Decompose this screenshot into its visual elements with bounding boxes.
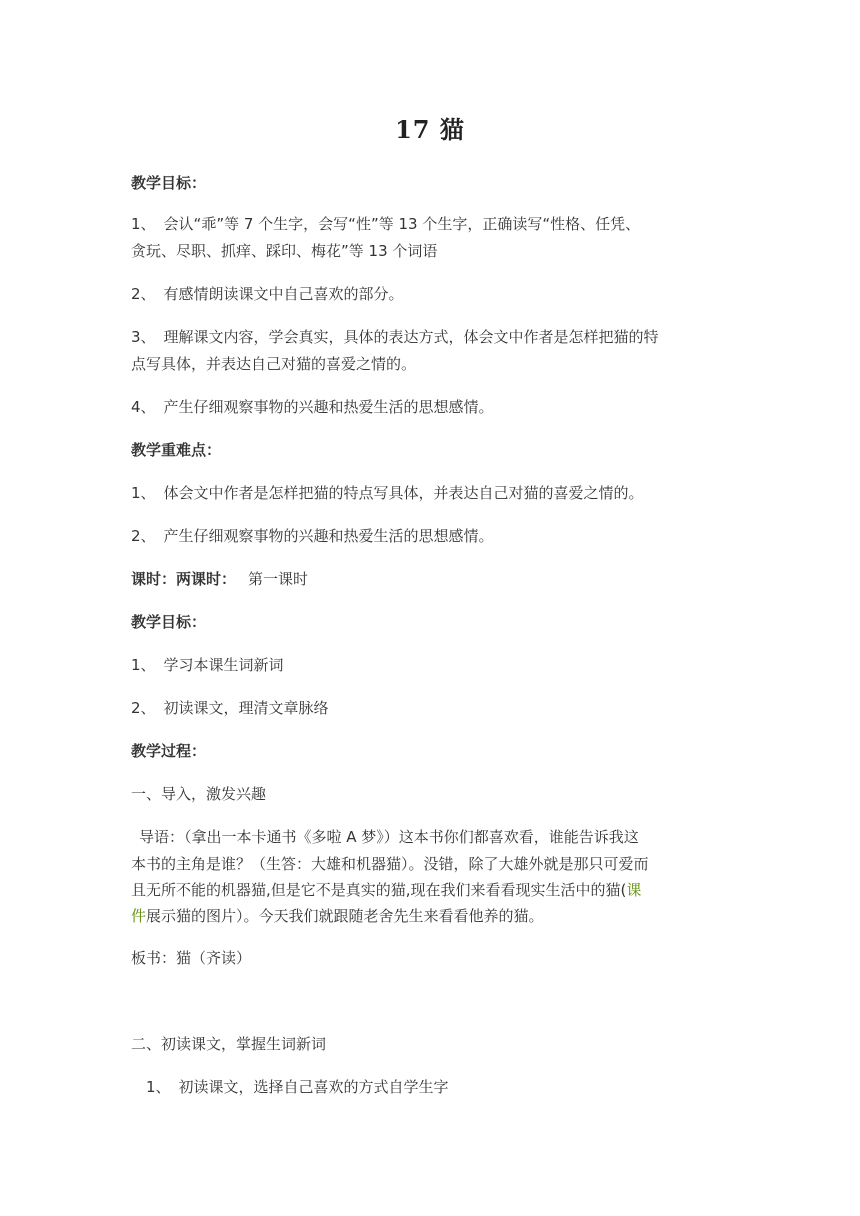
- lesson-first: 第一课时: [248, 570, 309, 588]
- goal2-text: 初读课文，理清文章脉络: [163, 699, 329, 717]
- key-point-number: 2、: [131, 527, 156, 545]
- key-points-heading: 教学重难点：: [131, 441, 222, 459]
- lesson-line: [131, 566, 731, 592]
- intro-line-3-text: 且无所不能的机器猫,但是它不是真实的猫,现在我们来看看现实生活中的猫(: [131, 881, 627, 899]
- step1-heading: 一、导入，激发兴趣: [131, 785, 267, 803]
- lesson-heading: 课时：两课时：: [131, 570, 237, 588]
- courseware-link-cont[interactable]: 件: [131, 907, 147, 925]
- key-point-text: 体会文中作者是怎样把猫的特点写具体，并表达自己对猫的喜爱之情的。: [163, 484, 644, 502]
- goal-number: 2、: [131, 285, 156, 303]
- goal-number: 4、: [131, 398, 156, 416]
- step2-number: 1、: [146, 1078, 171, 1096]
- key-point-number: 1、: [131, 484, 156, 502]
- goal-item-3: [131, 324, 731, 350]
- goal-item-2: [131, 281, 731, 307]
- goal-number: 1、: [131, 215, 156, 233]
- goal2-item-2: [131, 695, 731, 721]
- intro-line-1: 导语：（拿出一本卡通书《多啦 A 梦》）这本书你们都喜欢看，谁能告诉我这: [139, 828, 639, 846]
- goal2-number: 1、: [131, 656, 156, 674]
- key-point-2: [131, 523, 731, 549]
- goal-item-4: [131, 394, 731, 420]
- intro-line-3: [131, 877, 731, 903]
- courseware-link[interactable]: 课: [626, 881, 642, 899]
- goal2-number: 2、: [131, 699, 156, 717]
- goals-heading: 教学目标：: [131, 174, 207, 192]
- goal2-item-1: [131, 652, 731, 678]
- goal-item-3-cont: 点写具体，并表达自己对猫的喜爱之情的。: [131, 355, 417, 373]
- goal-item-1-cont: 贪玩、尽职、抓痒、踩印、梅花”等 13 个词语: [131, 242, 438, 260]
- goal-number: 3、: [131, 328, 156, 346]
- intro-line-2: 本书的主角是谁？（生答：大雄和机器猫）。没错，除了大雄外就是那只可爱而: [131, 855, 649, 873]
- goal-text: 会认“乖”等 7 个生字，会写“性”等 13 个生字，正确读写“性格、任凭、: [163, 215, 641, 233]
- key-point-1: [131, 480, 731, 506]
- goal2-text: 学习本课生词新词: [163, 656, 284, 674]
- step2-item-1: [146, 1074, 731, 1100]
- page-title: 17 猫: [395, 115, 465, 144]
- step2-heading: 二、初读课文，掌握生词新词: [131, 1035, 327, 1053]
- goal-text: 有感情朗读课文中自己喜欢的部分。: [163, 285, 404, 303]
- intro-line-4-text: 展示猫的图片）。今天我们就跟随老舍先生来看看他养的猫。: [146, 907, 544, 925]
- goals2-heading: 教学目标：: [131, 613, 207, 631]
- goal-item-1: [131, 211, 731, 237]
- step2-text: 初读课文，选择自己喜欢的方式自学生字: [178, 1078, 449, 1096]
- board-text: 板书：猫（齐读）: [131, 949, 252, 967]
- key-point-text: 产生仔细观察事物的兴趣和热爱生活的思想感情。: [163, 527, 494, 545]
- goal-text: 理解课文内容，学会真实，具体的表达方式，体会文中作者是怎样把猫的特: [163, 328, 659, 346]
- process-heading: 教学过程：: [131, 742, 207, 760]
- intro-line-4: [131, 903, 731, 929]
- goal-text: 产生仔细观察事物的兴趣和热爱生活的思想感情。: [163, 398, 494, 416]
